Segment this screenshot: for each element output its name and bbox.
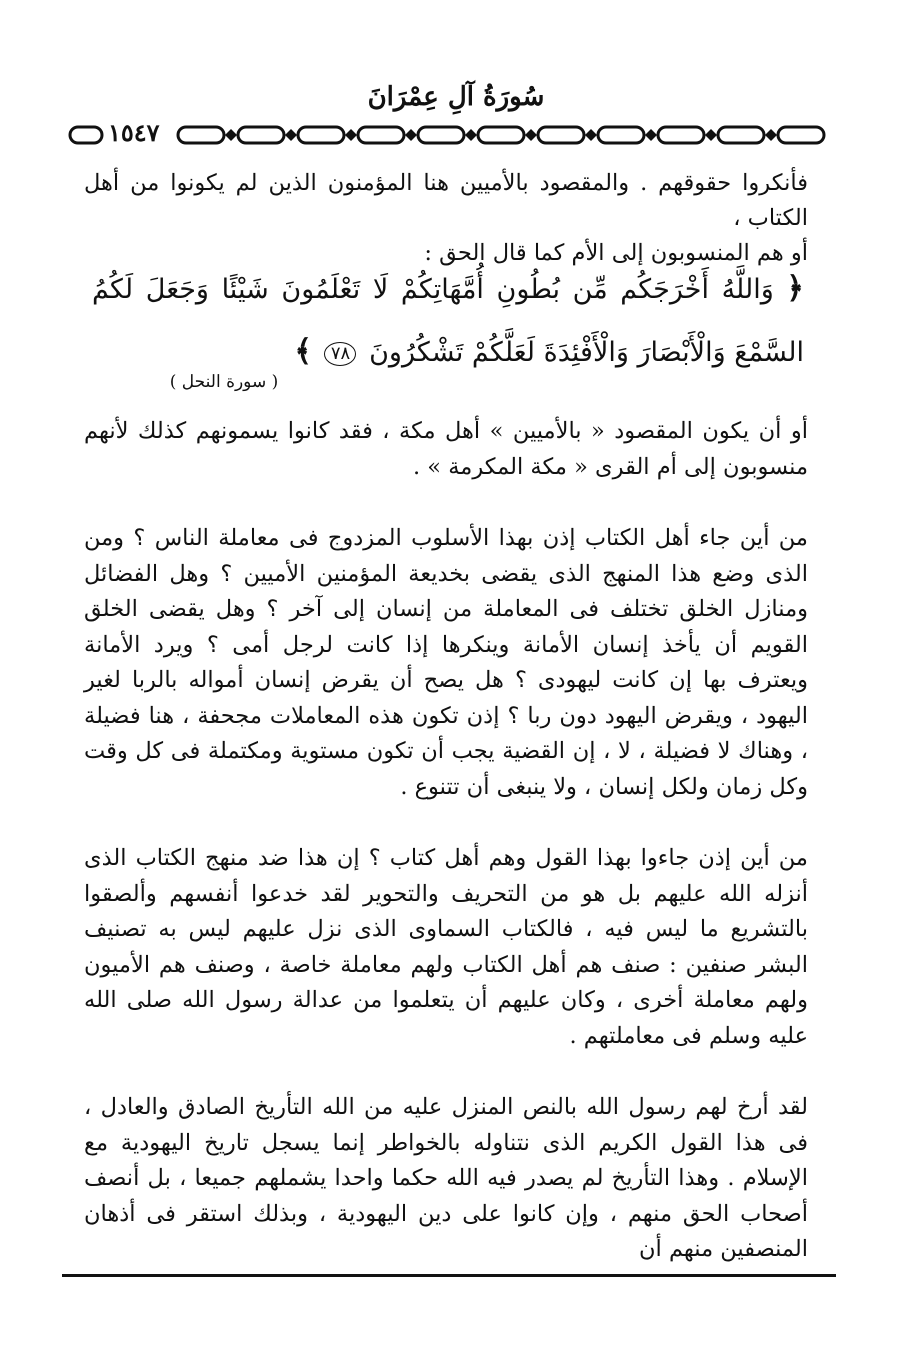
decorative-chain-border: [68, 120, 834, 150]
chain-diamond: [225, 129, 237, 141]
intro-line-2: أو هم المنسوبون إلى الأم كما قال الحق :: [424, 240, 808, 266]
paragraph-2: من أين جاء أهل الكتاب إذن بهذا الأسلوب المزدوج فى معاملة الناس ؟ ومن الذى وضع هذا المنهج الذى يقضى بخديعة المؤمنين الأميين ؟ وهل الفضائل ومنازل الخلق تختلف فى المعاملة من إنسان إلى آخر ؟ وهل يقضى الخلق القويم أن يأخذ إنسان الأمانة وينكرها إذا كانت لرجل أمى ؟ ويرد الأمانة ويعترف بها إن كانت ليهودى ؟ هل يصح أن يقرض إنسان أمواله بالربا لغير اليهود ، ويقرض اليهود دون ربا ؟ إذن تكون هذه المعاملات مجحفة ، هنا فضيلة ، وهناك لا فضيلة ، لا ، إن القضية يجب أن تكون مستوية ومكتملة فى كل وقت وكل زمان ولكل إنسان ، ولا ينبغى أن تتنوع .: [84, 525, 808, 800]
paragraph-4: لقد أرخ لهم رسول الله بالنص المنزل عليه من الله التأريخ الصادق والعادل ، فى هذا القول الكريم الذى نتناوله بالخواطر إنما يسجل تاريخ اليهودية مع الإسلام . وهذا التأريخ لم يصدر فيه الله حكما واحدا يشملهم جميعا ، بل أنصف أصحاب الحق منهم ، وإن كانوا على دين اليهودية ، وبذلك استقر فى أذهان المنصفين منهم أن: [84, 1094, 808, 1262]
page-number: ١٥٤٧: [104, 118, 164, 147]
chain-link: [418, 127, 464, 143]
chain-diamond: [705, 129, 717, 141]
intro-text: [84, 166, 808, 271]
chain-link: [718, 127, 764, 143]
quran-verse: وَاللَّهُ أَخْرَجَكُم مِّن بُطُونِ أُمَّهَاتِكُمْ لَا تَعْلَمُونَ شَيْئًا وَجَعَلَ لَكُمُ السَّمْعَ وَالْأَبْصَارَ وَالْأَفْئِدَةَ لَعَلَّكُمْ تَشْكُرُونَ: [92, 274, 804, 368]
chain-diamond: [585, 129, 597, 141]
chain-diamond: [765, 129, 777, 141]
surah-reference: ( سورة النحل ): [169, 372, 279, 392]
chain-diamond: [345, 129, 357, 141]
chain-link: [178, 127, 224, 143]
chain-diamond: [285, 129, 297, 141]
chain-diamond: [465, 129, 477, 141]
paragraph-3: من أين إذن جاءوا بهذا القول وهم أهل كتاب ؟ إن هذا ضد منهج الكتاب الذى أنزله الله عليهم بل هو من التحريف والتحوير لقد خدعوا أنفسهم وألصقوا بالتشريع ما ليس فيه ، فالكتاب السماوى الذى نزل عليهم ليس به تصنيف البشر صنفين : صنف هم أهل الكتاب ولهم معاملة خاصة ، وصنف هم الأميون ولهم معاملة أخرى ، وكان عليهم أن يتعلموا من عدالة رسول الله صلى الله عليه وسلم فى معاملتهم .: [84, 845, 808, 1049]
ayah-number-marker: ٧٨: [324, 342, 356, 366]
surah-title: سُورَةُ آلِ عِمْرَانَ: [367, 82, 545, 112]
chain-link: [298, 127, 344, 143]
paragraph-1: أو أن يكون المقصود « بالأميين » أهل مكة ، فقد كانوا يسمونهم كذلك لأنهم منسوبون إلى أم القرى « مكة المكرمة » .: [84, 418, 808, 480]
chain-link: [238, 127, 284, 143]
chain-link: [478, 127, 524, 143]
chain-ornament: [68, 120, 834, 150]
footer-rule: [62, 1274, 836, 1277]
chain-diamond: [405, 129, 417, 141]
verse-open-bracket: ﴿: [786, 271, 804, 306]
chain-link: [598, 127, 644, 143]
chain-link: [778, 127, 824, 143]
body-text: [84, 414, 808, 1268]
chain-link: [658, 127, 704, 143]
intro-line-1: فأنكروا حقوقهم . والمقصود بالأميين هنا المؤمنون الذين لم يكونوا من أهل الكتاب ،: [84, 170, 808, 231]
chain-link: [70, 127, 102, 143]
chain-diamond: [525, 129, 537, 141]
quran-verse-block: [92, 258, 804, 384]
chain-link: [538, 127, 584, 143]
chain-link: [358, 127, 404, 143]
chain-diamond: [645, 129, 657, 141]
verse-close-bracket: ﴾: [294, 334, 312, 369]
